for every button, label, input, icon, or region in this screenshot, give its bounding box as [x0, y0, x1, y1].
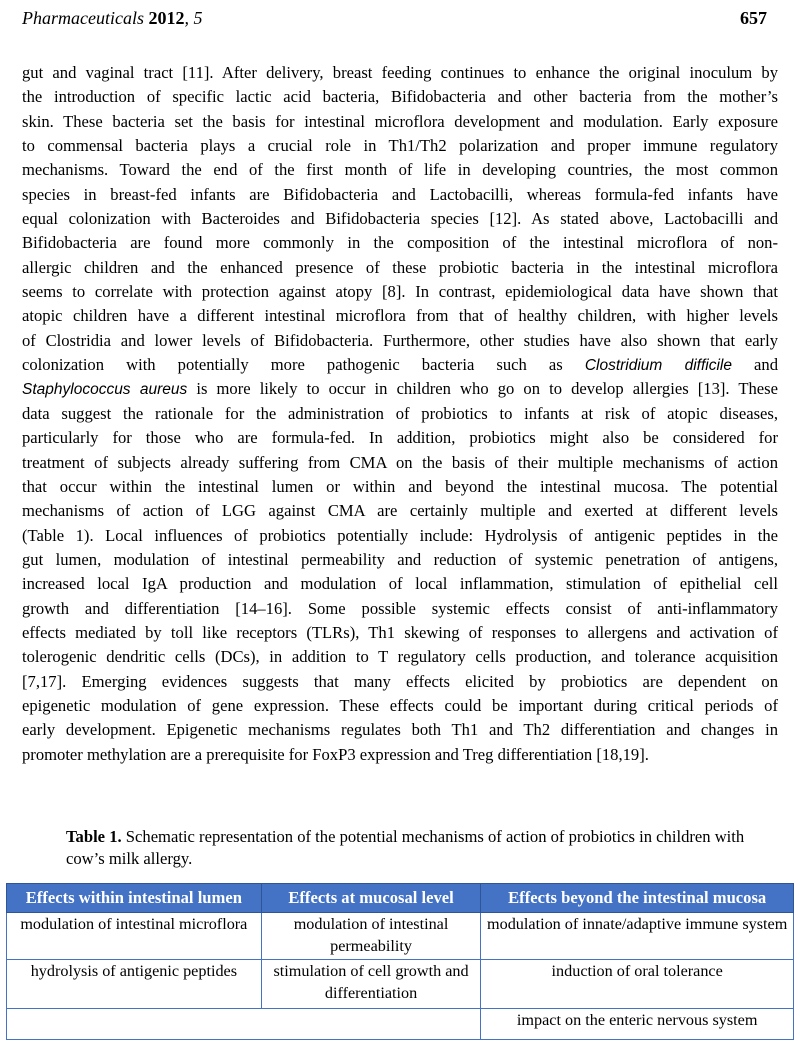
- body-line: gut lumen, modulation of intestinal permeability and reduction of systemic penetration of antigens,: [22, 549, 778, 569]
- body-line: growth and differentiation [14–16]. Some possible systemic effects consist of anti-inflammatory: [22, 598, 778, 618]
- column-header: Effects beyond the intestinal mucosa: [481, 884, 794, 913]
- body-text-segment: is more likely to occur in children who go on to develop allergies [13]. These: [196, 379, 778, 399]
- body-text-segment: and: [754, 355, 779, 375]
- table-header-row: [7, 884, 794, 913]
- table-cell: stimulation of cell growth and differentiation: [261, 960, 481, 1009]
- journal-volume: 5: [193, 8, 203, 28]
- page-header: [22, 8, 767, 32]
- body-line: tolerogenic dendritic cells (DCs), in addition to T regulatory cells production, and tolerance acquisition: [22, 647, 778, 667]
- journal-year: 2012: [148, 8, 185, 28]
- table-cell-empty: [7, 1009, 481, 1040]
- table-cell: modulation of intestinal permeability: [261, 913, 481, 960]
- body-line: promoter methylation are a prerequisite for FoxP3 expression and Treg differentiation [18,19].: [22, 744, 649, 764]
- table-caption-label: Table 1.: [66, 827, 122, 846]
- column-header: Effects within intestinal lumen: [7, 884, 262, 913]
- body-line: that occur within the intestinal lumen or within and beyond the intestinal mucosa. The potential: [22, 476, 778, 496]
- table-cell: impact on the enteric nervous system: [481, 1009, 794, 1040]
- table-cell: induction of oral tolerance: [481, 960, 794, 1009]
- table-row: [7, 913, 794, 960]
- body-line: mechanisms. Toward the end of the first month of life in developing countries, the most common: [22, 160, 778, 180]
- body-line: of Clostridia and lower levels of Bifidobacteria. Furthermore, other studies have also shown that early: [22, 330, 778, 350]
- body-line: gut and vaginal tract [11]. After delivery, breast feeding continues to enhance the original inoculum by: [22, 63, 778, 82]
- body-line: treatment of subjects already suffering from CMA on the basis of their multiple mechanisms of action: [22, 452, 778, 472]
- body-paragraph: [22, 61, 778, 767]
- body-line: Bifidobacteria are found more commonly in the composition of the intestinal microflora of non-: [22, 233, 778, 253]
- species-name: Staphylococcus aureus: [22, 381, 188, 399]
- table-row: [7, 960, 794, 1009]
- body-line: [7,17]. Emerging evidences suggests that many effects elicited by probiotics are dependent on: [22, 671, 778, 691]
- journal-citation: Pharmaceuticals 2012, 5: [22, 8, 203, 28]
- journal-name: Pharmaceuticals: [22, 8, 144, 28]
- page-number: 657: [740, 8, 767, 28]
- mechanisms-table: [6, 883, 794, 1040]
- body-line: mechanisms of action of LGG against CMA are certainly multiple and exerted at different levels: [22, 501, 778, 521]
- table-cell: modulation of innate/adaptive immune system: [481, 913, 794, 960]
- body-line: (Table 1). Local influences of probiotics potentially include: Hydrolysis of antigenic peptides in the: [22, 525, 778, 545]
- body-line: [22, 353, 778, 377]
- table-caption: [66, 826, 756, 870]
- body-line: allergic children and the enhanced presence of these probiotic bacteria in the intestinal microflora: [22, 257, 778, 277]
- body-line: skin. These bacteria set the basis for intestinal microflora development and modulation. Early exposure: [22, 111, 778, 131]
- body-line: early development. Epigenetic mechanisms regulates both Th1 and Th2 differentiation and changes in: [22, 720, 778, 740]
- body-line: data suggest the rationale for the administration of probiotics to infants at risk of atopic diseases,: [22, 403, 778, 423]
- body-text-segment: colonization with potentially more pathogenic bacteria such as: [22, 355, 563, 375]
- body-line: atopic children have a different intestinal microflora from that of healthy children, with higher levels: [22, 306, 778, 326]
- body-line: increased local IgA production and modulation of local inflammation, stimulation of epithelial cell: [22, 574, 778, 594]
- body-line: [22, 377, 778, 401]
- body-line: epigenetic modulation of gene expression. These effects could be important during critical periods of: [22, 695, 778, 715]
- body-line: to commensal bacteria plays a crucial role in Th1/Th2 polarization and proper immune regulatory: [22, 136, 778, 156]
- body-line: particularly for those who are formula-fed. In addition, probiotics might also be considered for: [22, 428, 778, 448]
- body-line: the introduction of specific lactic acid bacteria, Bifidobacteria and other bacteria from the mother’s: [22, 87, 778, 107]
- table-cell: modulation of intestinal microflora: [7, 913, 262, 960]
- body-line: effects mediated by toll like receptors (TLRs), Th1 skewing of responses to allergens and activation of: [22, 622, 778, 642]
- table-cell: hydrolysis of antigenic peptides: [7, 960, 262, 1009]
- body-line: seems to correlate with protection against atopy [8]. In contrast, epidemiological data have shown that: [22, 282, 778, 302]
- body-line: species in breast-fed infants are Bifidobacteria and Lactobacilli, whereas formula-fed infants have: [22, 184, 778, 204]
- column-header: Effects at mucosal level: [261, 884, 481, 913]
- body-line: equal colonization with Bacteroides and Bifidobacteria species [12]. As stated above, Lactobacilli and: [22, 209, 778, 229]
- table-row: [7, 1009, 794, 1040]
- species-name: Clostridium difficile: [584, 357, 732, 375]
- table-caption-text: Schematic representation of the potential mechanisms of action of probiotics in children with cow’s milk allergy.: [66, 827, 745, 868]
